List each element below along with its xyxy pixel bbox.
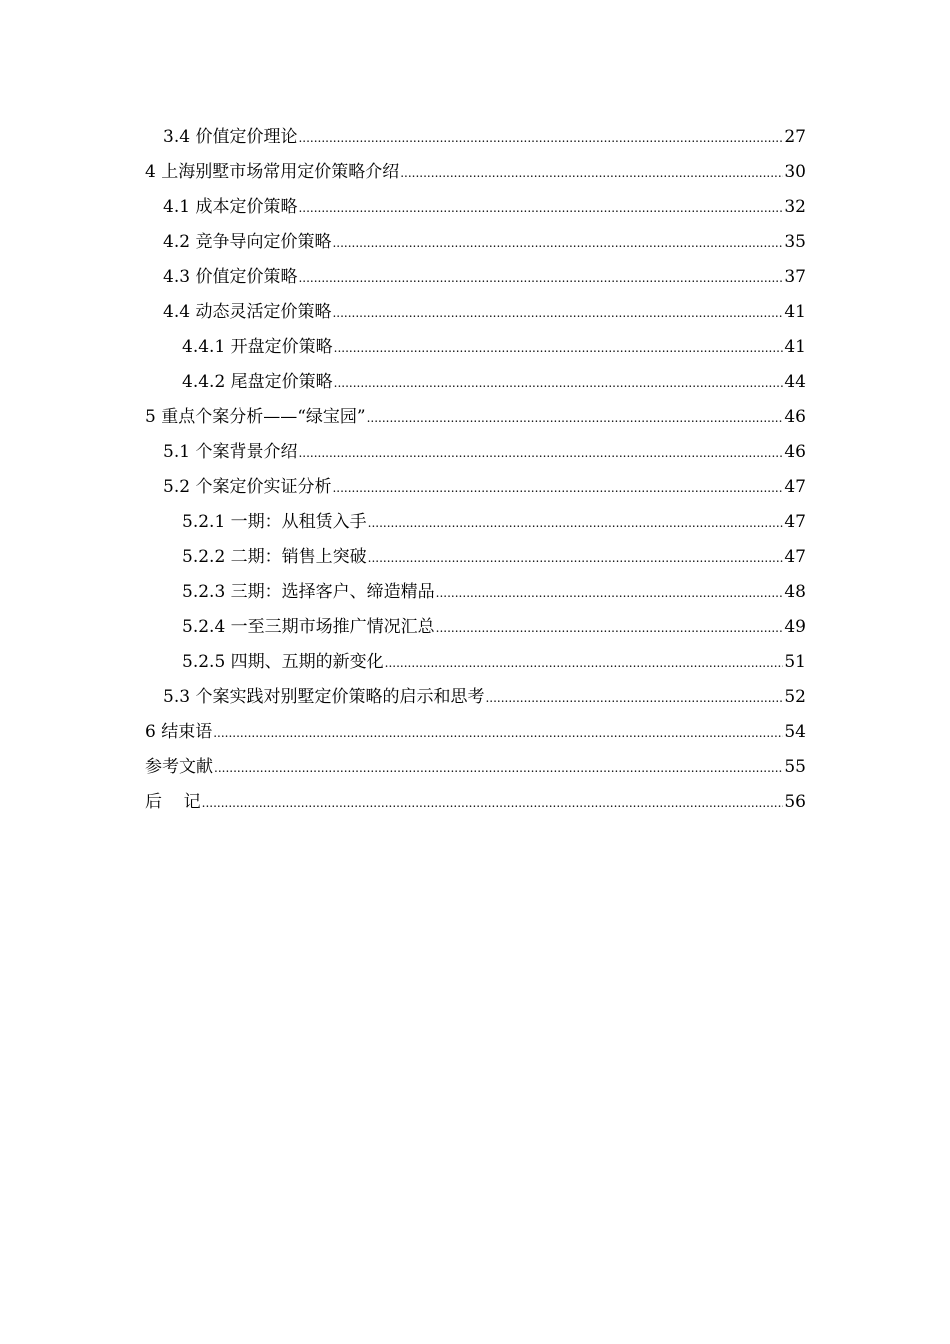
toc-entry-5-2-2[interactable] — [145, 540, 806, 575]
toc-entry-4[interactable] — [145, 155, 806, 190]
toc-entry-page: 30 — [784, 162, 806, 182]
toc-entry-title: 3.4 价值定价理论 — [163, 127, 298, 147]
toc-entry-page: 32 — [784, 197, 806, 217]
toc-dot-leader — [334, 331, 784, 366]
toc-entry-page: 46 — [784, 442, 806, 462]
toc-entry-page: 55 — [784, 757, 806, 777]
toc-dot-leader — [298, 436, 783, 471]
toc-entry-5-2-3[interactable] — [145, 575, 806, 610]
toc-entry-4-2[interactable] — [145, 225, 806, 260]
toc-entry-page: 51 — [784, 652, 806, 672]
toc-dot-leader — [332, 471, 783, 506]
toc-entry-page: 41 — [784, 302, 806, 322]
toc-entry-title: 5 重点个案分析——“绿宝园” — [145, 407, 366, 427]
toc-entry-page: 27 — [784, 127, 806, 147]
toc-entry-title: 4.2 竞争导向定价策略 — [163, 232, 332, 252]
toc-entry-title: 5.2 个案定价实证分析 — [163, 477, 332, 497]
toc-entry-5-2[interactable] — [145, 470, 806, 505]
toc-entry-5[interactable] — [145, 400, 806, 435]
toc-entry-title: 5.2.2 二期：销售上突破 — [182, 547, 367, 567]
toc-entry-page: 48 — [784, 582, 806, 602]
toc-entry-page: 56 — [784, 792, 806, 812]
toc-entry-page: 54 — [784, 722, 806, 742]
toc-entry-title: 5.3 个案实践对别墅定价策略的启示和思考 — [163, 687, 485, 707]
toc-dot-leader — [334, 366, 784, 401]
toc-entry-4-4-1[interactable] — [145, 330, 806, 365]
toc-dot-leader — [298, 191, 783, 226]
toc-entry-5-2-1[interactable] — [145, 505, 806, 540]
toc-dot-leader — [436, 576, 784, 611]
toc-dot-leader — [485, 681, 783, 716]
toc-entry-4-3[interactable] — [145, 260, 806, 295]
toc-entry-page: 35 — [784, 232, 806, 252]
toc-entry-page: 47 — [784, 477, 806, 497]
toc-dot-leader — [213, 716, 783, 751]
toc-dot-leader — [385, 646, 784, 681]
toc-entry-4-4-2[interactable] — [145, 365, 806, 400]
toc-entry-page: 47 — [784, 512, 806, 532]
toc-dot-leader — [368, 541, 784, 576]
toc-dot-leader — [298, 261, 783, 296]
toc-entry-page: 47 — [784, 547, 806, 567]
toc-dot-leader — [214, 751, 783, 786]
toc-dot-leader — [436, 611, 784, 646]
toc-entry-title: 6 结束语 — [145, 722, 213, 742]
toc-entry-title: 5.1 个案背景介绍 — [163, 442, 298, 462]
toc-entry-4-4[interactable] — [145, 295, 806, 330]
toc-dot-leader — [332, 226, 783, 261]
table-of-contents — [145, 120, 806, 820]
toc-dot-leader — [298, 121, 783, 156]
toc-entry-title: 4.4.1 开盘定价策略 — [182, 337, 333, 357]
toc-entry-title: 4.3 价值定价策略 — [163, 267, 298, 287]
toc-entry-page: 49 — [784, 617, 806, 637]
toc-entry-title: 5.2.5 四期、五期的新变化 — [182, 652, 384, 672]
toc-entry-title: 4.4.2 尾盘定价策略 — [182, 372, 333, 392]
toc-dot-leader — [400, 156, 783, 191]
toc-entry-3-4[interactable] — [145, 120, 806, 155]
toc-entry-title: 5.2.1 一期：从租赁入手 — [182, 512, 367, 532]
toc-entry-title: 后 记 — [145, 792, 201, 812]
toc-entry-page: 46 — [784, 407, 806, 427]
toc-entry-title: 参考文献 — [145, 757, 213, 777]
toc-entry-page: 44 — [784, 372, 806, 392]
toc-dot-leader — [202, 786, 784, 821]
toc-entry-6[interactable] — [145, 715, 806, 750]
toc-entry-5-3[interactable] — [145, 680, 806, 715]
toc-entry-title: 4 上海别墅市场常用定价策略介绍 — [145, 162, 400, 182]
toc-entry-5-2-4[interactable] — [145, 610, 806, 645]
toc-entry-page: 52 — [784, 687, 806, 707]
toc-entry-5-2-5[interactable] — [145, 645, 806, 680]
toc-entry-title: 5.2.3 三期：选择客户、缔造精品 — [182, 582, 435, 602]
toc-entry-title: 4.4 动态灵活定价策略 — [163, 302, 332, 322]
toc-entry-page: 37 — [784, 267, 806, 287]
toc-entry-title: 5.2.4 一至三期市场推广情况汇总 — [182, 617, 435, 637]
toc-dot-leader — [367, 401, 784, 436]
toc-dot-leader — [368, 506, 784, 541]
toc-entry-title: 4.1 成本定价策略 — [163, 197, 298, 217]
toc-entry-postscript[interactable] — [145, 785, 806, 820]
toc-entry-page: 41 — [784, 337, 806, 357]
toc-entry-4-1[interactable] — [145, 190, 806, 225]
toc-entry-references[interactable] — [145, 750, 806, 785]
toc-dot-leader — [332, 296, 783, 331]
toc-entry-5-1[interactable] — [145, 435, 806, 470]
